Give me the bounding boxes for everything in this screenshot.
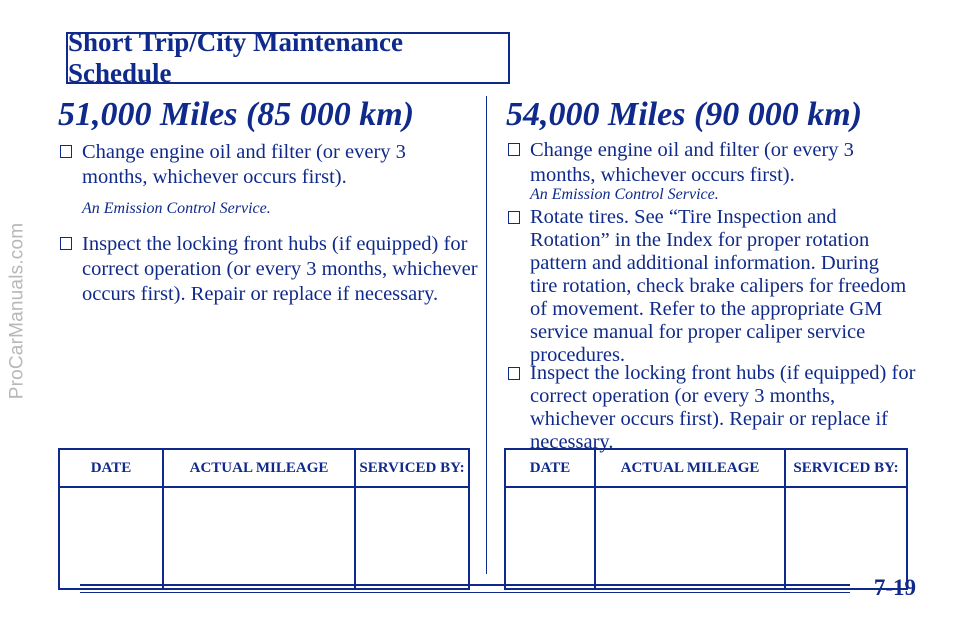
serviced-by-cell[interactable] — [355, 487, 469, 589]
checkbox[interactable] — [508, 143, 520, 156]
right-item-1-note: An Emission Control Service. — [530, 186, 719, 203]
table-row — [59, 487, 469, 589]
date-cell[interactable] — [59, 487, 163, 589]
left-mileage-heading: 51,000 Miles (85 000 km) — [58, 96, 415, 133]
right-item-3-text: Inspect the locking front hubs (if equipped) for correct operation (or every 3 months, whichever occurs first). Repair or replace if necessary. — [530, 362, 916, 453]
checkbox[interactable] — [508, 367, 520, 380]
mileage-cell[interactable] — [595, 487, 785, 589]
checkbox[interactable] — [60, 145, 72, 158]
left-service-log-table — [58, 448, 470, 590]
footer-rule — [80, 584, 850, 586]
right-item-2-text: Rotate tires. See “Tire Inspection and Rotation” in the Index for proper rotation pattern and additional information. During tire rotation, check brake calipers for freedom of movement. Refer to the appropriate GM service manual for proper caliper service procedures. — [530, 206, 907, 366]
left-item-2 — [58, 232, 478, 307]
column-divider — [486, 96, 487, 574]
right-item-3 — [506, 362, 916, 454]
right-item-1-text: Change engine oil and filter (or every 3 months, whichever occurs first). — [530, 139, 854, 186]
right-mileage-heading: 54,000 Miles (90 000 km) — [506, 96, 863, 133]
left-item-1-text: Change engine oil and filter (or every 3 months, whichever occurs first). — [82, 141, 406, 188]
right-item-1 — [506, 138, 906, 188]
checkbox[interactable] — [60, 237, 72, 250]
left-item-1-note: An Emission Control Service. — [82, 200, 271, 217]
left-item-1 — [58, 140, 458, 190]
page-title: Short Trip/City Maintenance Schedule — [66, 32, 510, 84]
watermark-text: ProCarManuals.com — [6, 222, 28, 400]
page-number: 7-19 — [873, 575, 916, 600]
header-serviced-by: SERVICED BY: — [355, 449, 469, 487]
header-actual-mileage: ACTUAL MILEAGE — [595, 449, 785, 487]
date-cell[interactable] — [505, 487, 595, 589]
right-item-2 — [506, 206, 910, 367]
header-date: DATE — [59, 449, 163, 487]
header-serviced-by: SERVICED BY: — [785, 449, 907, 487]
header-date: DATE — [505, 449, 595, 487]
serviced-by-cell[interactable] — [785, 487, 907, 589]
mileage-cell[interactable] — [163, 487, 355, 589]
header-actual-mileage: ACTUAL MILEAGE — [163, 449, 355, 487]
checkbox[interactable] — [508, 211, 520, 224]
right-service-log-table — [504, 448, 908, 590]
table-header-row — [505, 449, 907, 487]
table-header-row — [59, 449, 469, 487]
footer-rule-thin — [80, 592, 850, 593]
watermark — [2, 0, 32, 622]
left-item-2-text: Inspect the locking front hubs (if equipped) for correct operation (or every 3 months, whichever occurs first). Repair or replace if necessary. — [82, 233, 478, 305]
table-row — [505, 487, 907, 589]
